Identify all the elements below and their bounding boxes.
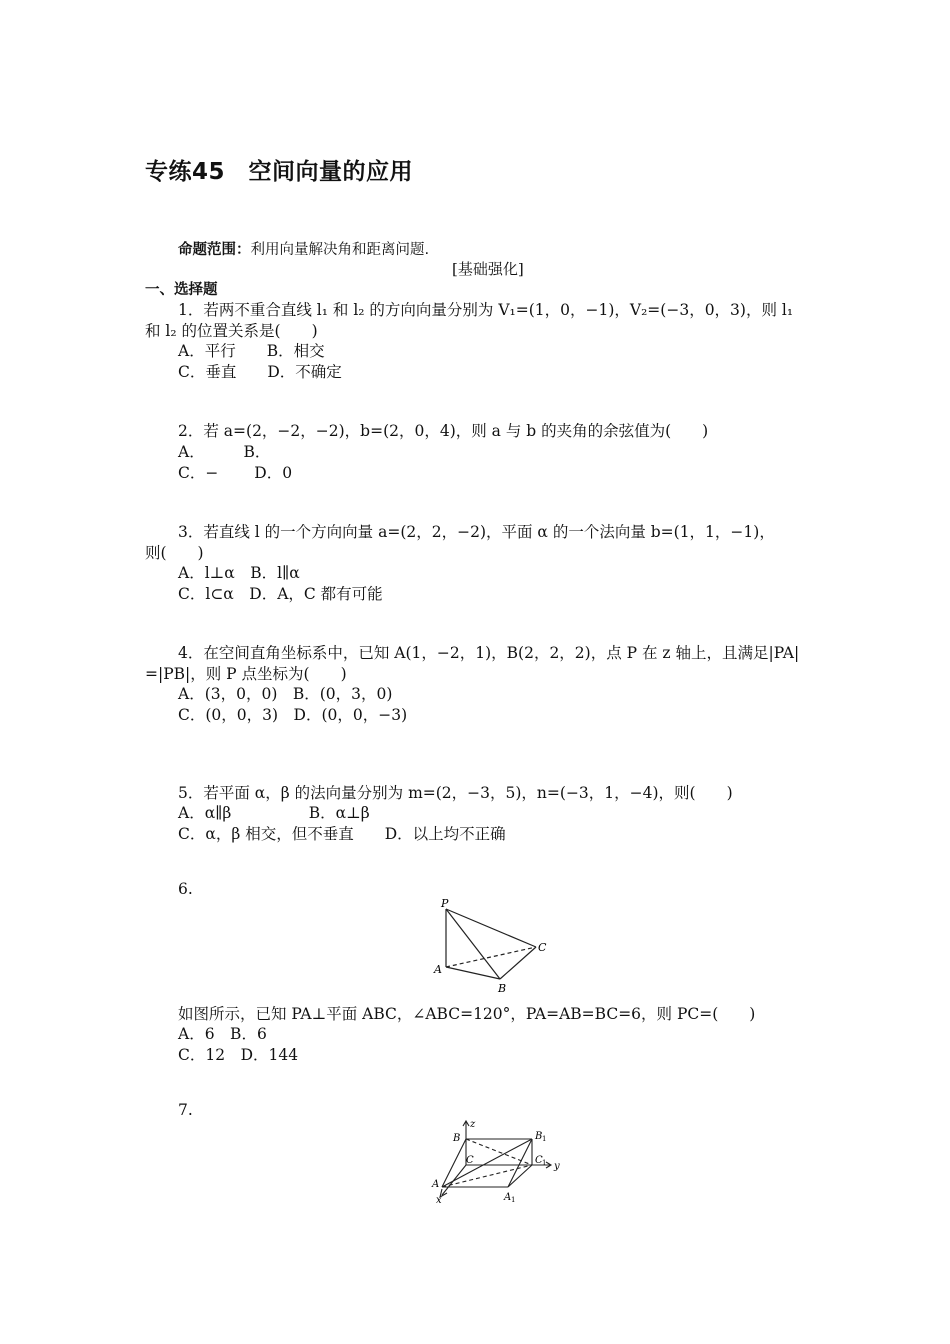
q4-stem-line1: 4．在空间直角坐标系中，已知 A(1，−2，1)，B(2，2，2)，点 P 在 z 轴上，且满足|PA| — [178, 644, 800, 662]
q2-stem: 2．若 a=(2，−2，−2)，b=(2，0，4)，则 a 与 b 的夹角的余弦值为( ) — [178, 422, 709, 440]
q3-stem-line1: 3．若直线 l 的一个方向向量 a=(2，2，−2)，平面 α 的一个法向量 b=(1，1，−1)， — [178, 523, 775, 541]
scope-label: 命题范围： — [178, 242, 251, 258]
q1-stem-line2: 和 l₂ 的位置关系是( ) — [145, 322, 318, 340]
q2-options-line1: A． B． — [178, 443, 271, 461]
part-heading: 一、选择题 — [145, 282, 218, 298]
q7-label-c: C — [466, 1155, 474, 1166]
q1-options-line2: C．垂直 D．不确定 — [178, 363, 342, 381]
q1-stem-line1: 1．若两不重合直线 l₁ 和 l₂ 的方向向量分别为 V₁=(1，0，−1)，V₂=(−3，0，3)，则 l₁ — [178, 301, 794, 319]
q6-number: 6. — [178, 880, 193, 898]
q6-label-a: A — [434, 963, 442, 976]
q6-label-b: B — [498, 982, 507, 995]
q7-label-x: x — [436, 1195, 442, 1206]
q1-options-line1: A．平行 B．相交 — [178, 342, 325, 360]
page-title: 专练45 空间向量的应用 — [145, 159, 414, 185]
q5-stem: 5．若平面 α，β 的法向量分别为 m=(2，−3，5)，n=(−3，1，−4)，则( ) — [178, 784, 733, 802]
scope-text: 利用向量解决角和距离问题. — [250, 242, 430, 258]
q4-options-line2: C．(0，0，3) D．(0，0，−3) — [178, 706, 408, 724]
q6-options-line1: A．6 B．6 — [178, 1025, 267, 1043]
q3-options-line1: A．l⊥α B．l∥α — [178, 564, 300, 582]
section-tag: [基础强化] — [452, 260, 524, 278]
q7-label-c1: C — [535, 1155, 543, 1166]
q4-stem-line2: =|PB|，则 P 点坐标为( ) — [145, 665, 347, 683]
q3-options-line2: C．l⊂α D．A，C 都有可能 — [178, 585, 383, 603]
q7-label-b: B — [453, 1133, 461, 1144]
q5-options-line2: C．α，β 相交，但不垂直 D．以上均不正确 — [178, 825, 506, 843]
q7-label-c1-sub: 1 — [542, 1159, 547, 1167]
q6-pyramid-figure — [430, 895, 555, 995]
q7-label-a: A — [432, 1179, 440, 1190]
q4-options-line1: A．(3，0，0) B．(0，3，0) — [178, 685, 393, 703]
q7-number: 7. — [178, 1101, 193, 1119]
q5-options-line1: A．α∥β B．α⊥β — [178, 804, 370, 822]
q7-prism-figure — [428, 1117, 568, 1209]
q6-options-line2: C．12 D．144 — [178, 1046, 299, 1064]
q6-label-c: C — [538, 941, 547, 954]
scope-line — [178, 238, 429, 259]
q7-label-y: y — [554, 1161, 560, 1172]
q7-label-a1-sub: 1 — [511, 1196, 516, 1204]
q7-label-a1: A — [504, 1192, 512, 1203]
q6-stem: 如图所示，已知 PA⊥平面 ABC，∠ABC=120°，PA=AB=BC=6，则 PC=( ) — [178, 1005, 756, 1023]
q7-label-z: z — [470, 1119, 476, 1130]
q3-stem-line2: 则( ) — [145, 544, 204, 562]
q7-label-b1: B — [535, 1131, 543, 1142]
q7-label-b1-sub: 1 — [542, 1135, 547, 1143]
q2-options-line2: C．− D．0 — [178, 464, 293, 482]
q6-label-p: P — [441, 897, 449, 910]
